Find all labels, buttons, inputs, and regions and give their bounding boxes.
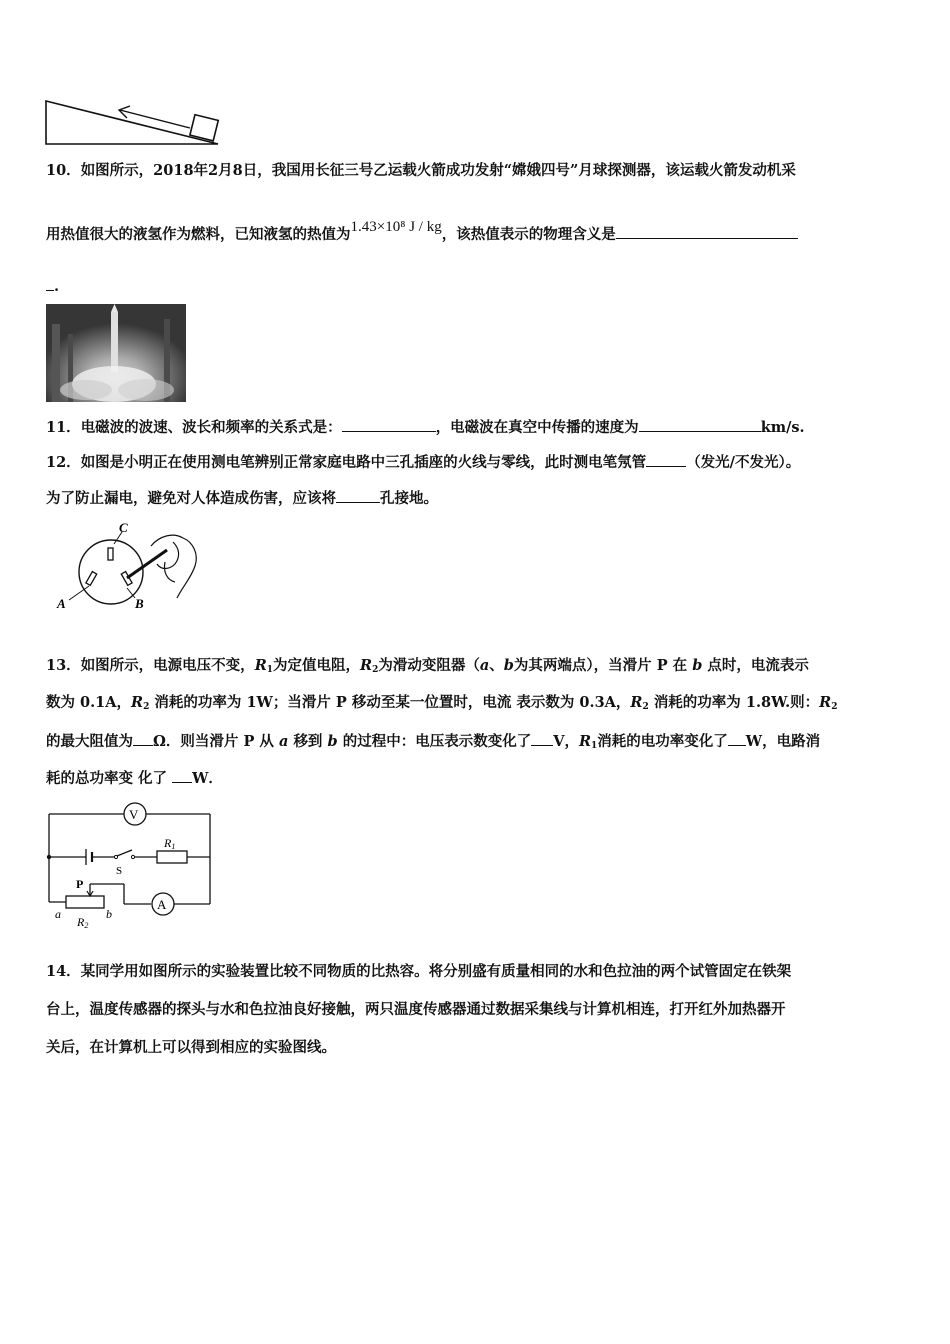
q10-line-3: . <box>46 276 59 297</box>
ammeter-label: A <box>157 897 167 912</box>
q10-line-2: 用热值很大的液氢作为燃料，已知液氢的热值为1.43×10⁸ J / kg，该热值表示的物理含义是 <box>46 224 798 245</box>
q13-line-4: 耗的总功率变 化了 W． <box>46 770 223 787</box>
circuit-diagram <box>44 800 219 935</box>
switch-label: S <box>116 865 123 877</box>
r1-label: R1 <box>164 836 176 851</box>
heat-value-formula: 1.43×10⁸ J / kg <box>350 219 442 235</box>
q14-line-3: 关后，在计算机上可以得到相应的实验图线。 <box>46 1039 336 1056</box>
resistor-r1-icon <box>157 851 187 863</box>
q13-line-3: 的最大阻值为 Ω．则当滑片 P 从 a 移到 b 的过程中：电压表示数变化了 V，$R_1$消耗的电功率变化了 W，电路消 <box>46 733 821 751</box>
end-b-label: b <box>106 907 112 921</box>
q11-blank-2 <box>639 417 761 432</box>
q12-line-2: 为了防止漏电，避免对人体造成伤害，应该将 孔接地。 <box>46 490 438 507</box>
q13-line-1: 13．如图所示，电源电压不变，$R_1$为定值电阻，$R_2$为滑动变阻器（a、b为其两端点），当滑片 P 在 b 点时，电流表示 <box>46 657 809 675</box>
rocket-launch-photo <box>46 304 186 402</box>
socket-label-a: A <box>57 596 66 611</box>
socket-tester-figure <box>55 520 205 615</box>
q13-blank-4 <box>172 768 192 783</box>
q14-line-2: 台上，温度传感器的探头与水和色拉油良好接触，两只温度传感器通过数据采集线与计算机相连，打开红外加热器开 <box>46 1001 786 1018</box>
q13-line-2: 数为 0.1A，$R_2$ 消耗的功率为 1W；当滑片 P 移动至某一位置时，电流 表示数为 0.3A，$R_2$ 消耗的功率为 1.8W.则：$R_2$ <box>46 694 838 712</box>
r2-label: R2 <box>77 915 89 930</box>
q10-answer-blank <box>616 224 798 239</box>
q11-line: 11．电磁波的波速、波长和频率的关系式是： ，电磁波在真空中传播的速度为 km/s. <box>46 419 805 436</box>
switch-icon <box>117 850 132 856</box>
q13-blank-1 <box>133 731 153 746</box>
q12-blank-1 <box>646 452 686 467</box>
q13-blank-2 <box>531 731 553 746</box>
end-a-label: a <box>55 907 61 921</box>
rheostat-r2-icon <box>66 896 104 908</box>
q10-line-1: 10．如图所示，2018年2月8日，我国用长征三号乙运载火箭成功发射“嫦娥四号”月球探测器，该运载火箭发动机采 <box>46 162 796 179</box>
q14-line-1: 14．某同学用如图所示的实验装置比较不同物质的比热容。将分别盛有质量相同的水和色拉油的两个试管固定在铁架 <box>46 963 792 980</box>
slider-label: P <box>76 877 84 891</box>
q12-blank-2 <box>336 488 380 503</box>
incline-figure <box>40 95 225 150</box>
socket-label-b: B <box>135 596 144 611</box>
voltmeter-label: V <box>129 807 139 822</box>
q12-line-1: 12．如图是小明正在使用测电笔辨别正常家庭电路中三孔插座的火线与零线，此时测电笔氖管 （发光/不发光）。 <box>46 454 801 471</box>
q11-blank-1 <box>342 417 436 432</box>
socket-label-c: C <box>119 520 128 535</box>
q13-blank-3 <box>728 731 746 746</box>
